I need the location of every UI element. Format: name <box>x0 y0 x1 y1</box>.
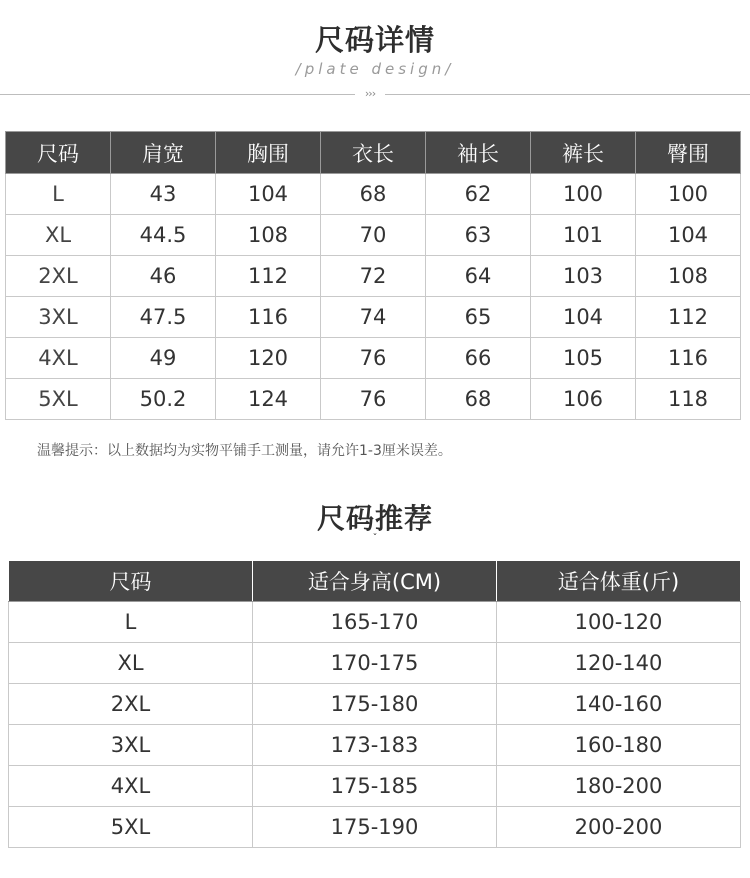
value-cell: 120 <box>216 338 321 379</box>
size-cell: 5XL <box>6 379 111 420</box>
size-cell: 4XL <box>6 338 111 379</box>
value-cell: 64 <box>426 256 531 297</box>
value-cell: 62 <box>426 174 531 215</box>
table-row <box>9 602 741 643</box>
table-row <box>6 379 741 420</box>
value-cell: 76 <box>321 338 426 379</box>
measurement-note: 温馨提示：以上数据均为实物平铺手工测量，请允许1-3厘米误差。 <box>37 443 452 459</box>
value-cell: 160-180 <box>497 725 741 766</box>
size-recommend-table <box>8 560 741 848</box>
size-details-subtitle: /plate design/ <box>295 60 455 78</box>
value-cell: 175-185 <box>253 766 497 807</box>
chevron-icon: ››› <box>355 84 385 104</box>
value-cell: 124 <box>216 379 321 420</box>
value-cell: 173-183 <box>253 725 497 766</box>
column-header: 肩宽 <box>111 132 216 174</box>
table-row <box>6 215 741 256</box>
size-recommend-title: 尺码推荐 <box>316 502 433 535</box>
value-cell: 43 <box>111 174 216 215</box>
value-cell: 108 <box>216 215 321 256</box>
column-header: 尺码 <box>6 132 111 174</box>
table-row <box>9 725 741 766</box>
table-row <box>9 807 741 848</box>
value-cell: 104 <box>531 297 636 338</box>
column-header: 臀围 <box>636 132 741 174</box>
value-cell: 47.5 <box>111 297 216 338</box>
column-header: 适合体重(斤) <box>497 561 741 602</box>
column-header: 适合身高(CM) <box>253 561 497 602</box>
table-row <box>6 338 741 379</box>
table-row <box>9 684 741 725</box>
value-cell: 175-180 <box>253 684 497 725</box>
value-cell: 100 <box>636 174 741 215</box>
value-cell: 101 <box>531 215 636 256</box>
table-row <box>6 297 741 338</box>
value-cell: 106 <box>531 379 636 420</box>
value-cell: 66 <box>426 338 531 379</box>
value-cell: 68 <box>426 379 531 420</box>
value-cell: 112 <box>216 256 321 297</box>
column-header: 裤长 <box>531 132 636 174</box>
value-cell: 100 <box>531 174 636 215</box>
caret-icon: ˇ <box>372 533 378 544</box>
value-cell: 44.5 <box>111 215 216 256</box>
value-cell: 104 <box>636 215 741 256</box>
size-cell: 3XL <box>9 725 253 766</box>
value-cell: 63 <box>426 215 531 256</box>
column-header: 衣长 <box>321 132 426 174</box>
value-cell: 112 <box>636 297 741 338</box>
size-cell: 5XL <box>9 807 253 848</box>
value-cell: 68 <box>321 174 426 215</box>
size-cell: 3XL <box>6 297 111 338</box>
value-cell: 175-190 <box>253 807 497 848</box>
value-cell: 116 <box>216 297 321 338</box>
value-cell: 118 <box>636 379 741 420</box>
column-header: 胸围 <box>216 132 321 174</box>
value-cell: 116 <box>636 338 741 379</box>
value-cell: 65 <box>426 297 531 338</box>
size-cell: 2XL <box>9 684 253 725</box>
value-cell: 180-200 <box>497 766 741 807</box>
value-cell: 46 <box>111 256 216 297</box>
value-cell: 140-160 <box>497 684 741 725</box>
size-details-title: 尺码详情 <box>314 23 435 57</box>
table-row <box>9 643 741 684</box>
size-cell: 2XL <box>6 256 111 297</box>
size-cell: 4XL <box>9 766 253 807</box>
value-cell: 120-140 <box>497 643 741 684</box>
value-cell: 49 <box>111 338 216 379</box>
value-cell: 70 <box>321 215 426 256</box>
value-cell: 100-120 <box>497 602 741 643</box>
value-cell: 105 <box>531 338 636 379</box>
size-cell: L <box>6 174 111 215</box>
value-cell: 72 <box>321 256 426 297</box>
value-cell: 74 <box>321 297 426 338</box>
column-header: 袖长 <box>426 132 531 174</box>
column-header: 尺码 <box>9 561 253 602</box>
size-cell: XL <box>6 215 111 256</box>
value-cell: 200-200 <box>497 807 741 848</box>
value-cell: 50.2 <box>111 379 216 420</box>
table-row <box>6 174 741 215</box>
size-cell: L <box>9 602 253 643</box>
table-row <box>9 766 741 807</box>
size-cell: XL <box>9 643 253 684</box>
value-cell: 165-170 <box>253 602 497 643</box>
value-cell: 108 <box>636 256 741 297</box>
table-header-row <box>9 561 741 602</box>
table-row <box>6 256 741 297</box>
table-header-row <box>6 132 741 174</box>
value-cell: 76 <box>321 379 426 420</box>
value-cell: 103 <box>531 256 636 297</box>
value-cell: 104 <box>216 174 321 215</box>
value-cell: 170-175 <box>253 643 497 684</box>
size-details-table <box>5 131 741 420</box>
